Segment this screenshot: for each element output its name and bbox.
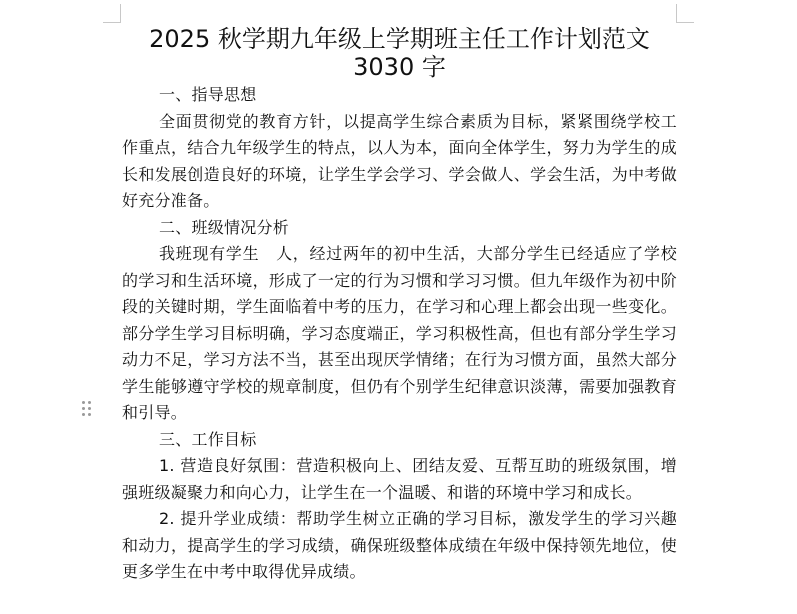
section-heading-guiding-ideology: 一、指导思想 <box>159 85 257 104</box>
section-heading-work-goals: 三、工作目标 <box>159 429 257 449</box>
section-heading-class-analysis: 二、班级情况分析 <box>159 217 290 237</box>
crop-mark-top-right-vertical <box>676 4 677 22</box>
document-body[interactable] <box>122 82 677 586</box>
paragraph-guiding-ideology: 全面贯彻党的教育方针，以提高学生综合素质为目标，紧紧围绕学校工作重点，结合九年级学生的特点，以人为本，面向全体学生，努力为学生的成长和发展创造良好的环境，让学生学会学习、学会做人、学会生活，为中考做好充分准备。 <box>122 111 677 210</box>
crop-mark-top-left-horizontal <box>103 22 121 23</box>
document-title-line-2: 3030 字 <box>353 53 446 81</box>
crop-mark-top-left-vertical <box>120 4 121 22</box>
paragraph-class-analysis: 我班现有学生 人，经过两年的初中生活，大部分学生已经适应了学校的学习和生活环境，形成了一定的行为习惯和学习习惯。但九年级作为初中阶段的关键时期，学生面临着中考的压力，在学习和心理上都会出现一些变化。部分学生学习目标明确，学习态度端正，学习积极性高，但也有部分学生学习动力不足，学习方法不当，甚至出现厌学情绪；在行为习惯方面，虽然大部分学生能够遵守学校的规章制度，但仍有个别学生纪律意识淡薄，需要加强教育和引导。 <box>122 244 677 422</box>
paragraph-goal-atmosphere: 1. 营造良好氛围：营造积极向上、团结友爱、互帮互助的班级氛围，增强班级凝聚力和向心力，让学生在一个温暖、和谐的环境中学习和成长。 <box>122 456 677 502</box>
paragraph-drag-handle-icon[interactable] <box>82 401 92 419</box>
paragraph-goal-academic: 2. 提升学业成绩：帮助学生树立正确的学习目标，激发学生的学习兴趣和动力，提高学生的学习成绩，确保班级整体成绩在年级中保持领先地位，使更多学生在中考中取得优异成绩。 <box>122 509 677 581</box>
crop-mark-top-right-horizontal <box>676 22 694 23</box>
document-title-line-1: 2025 秋学期九年级上学期班主任工作计划范文 <box>149 25 650 53</box>
